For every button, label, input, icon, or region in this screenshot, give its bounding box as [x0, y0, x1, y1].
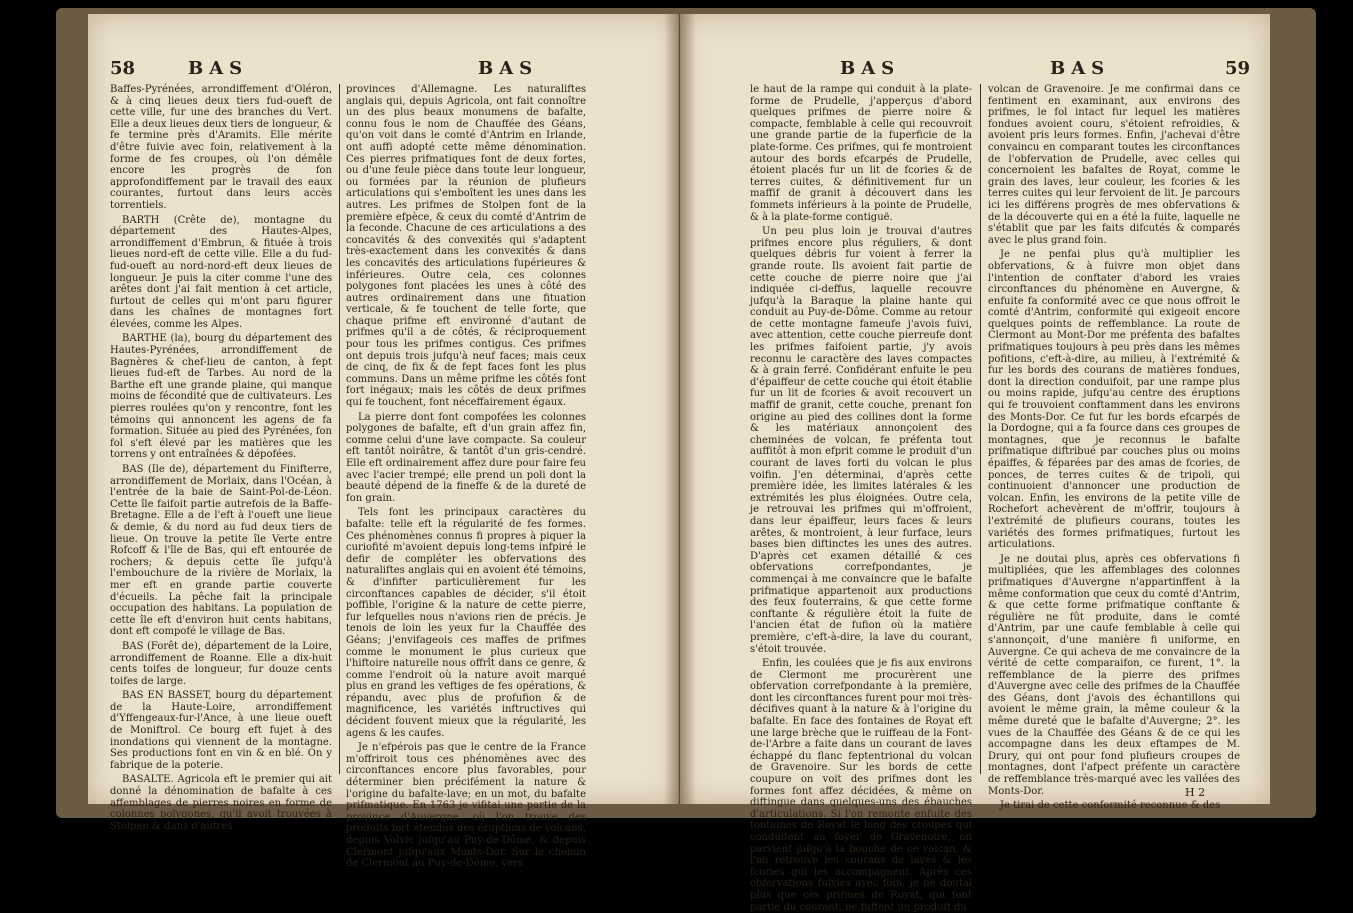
paragraph: Je ne penfai plus qu'à multiplier les obfervations, & à fuivre mon objet dans l'intention de conftater d'abord les vraies circonftances du phénomène en Auvergne, & enfuite fa conformité avec ce que nous offroit le comté d'Antrim, conformité qui exigeoit encore quelques points de reffemblance. La route de Clermont au Mont-Dor me préfenta des bafaltes prifmatiques toujours à peu près dans les mêmes pofitions, c'eft-à-dire, au milieu, à l'extrémité & fur les bords des courans de matières fondues, dont la direction conduifoit, par une rampe plus ou moins rapide, jufqu'au centre des éruptions qui fe trouvoient conftamment dans les environs des Monts-Dor. Ce fut fur les bords efcarpés de la Dordogne, qui a fa fource dans ces groupes de montagnes, que je reconnus le bafalte prifmatique diftribué par couches plus ou moins épaiffes, & féparées par des amas de fcories, de ponces, de terres cuites & de tripoli, qui continuoient d'annoncer une production de volcan. Enfin, les environs de la petite ville de Rochefort achevèrent de m'offrir, toujours à l'extrémité de plufieurs courans, toutes les variétés des formes prifmatiques, furtout les articulations.	[988, 249, 1240, 551]
paragraph: BARTH (Crête de), montagne du département des Hautes-Alpes, arrondiffement d'Embrun, & fituée à trois lieues nord-eft de cette ville. Elle a du fud-fud-oueft au nord-nord-eft deux lieues de longueur. Je puis la citer comme l'une des arêtes dont j'ai fait mention à cet article, furtout de celles qui m'ont paru figurer dans les chaînes de montagnes fort élevées, comme les Alpes.	[110, 214, 332, 330]
paragraph: BARTHE (la), bourg du département des Hautes-Pyrénées, arrondiffement de Bagnères & chef-lieu de canton, à fept lieues fud-eft de Tarbes. Au nord de la Barthe eft une grande plaine, qui manque moins de fécondité que de cultivateurs. Les pierres roulées qu'on y rencontre, font les témoins qui annoncent les agens de fa formation. Située au pied des Pyrénées, fon fol s'eft élevé par les matières que les torrens y ont entraînées & dépofées.	[110, 333, 332, 461]
left-column-1	[110, 84, 332, 832]
paragraph: BAS EN BASSET, bourg du département de la Haute-Loire, arrondiffement d'Yffengeaux-fur-l'Ance, à une lieue oueft de Moniftrol. Ce bourg eft fujet à des inondations qui viennent de la montagne. Ses productions font en vin & en blé. On y fabrique de la poterie.	[110, 690, 332, 771]
paragraph: BAS (Ile de), département du Finifterre, arrondiffement de Morlaix, dans l'Océan, à l'entrée de la baie de Saint-Pol-de-Léon. Cette île faifoit partie autrefois de la Baffe-Bretagne. Elle a de l'eft à l'oueft une lieue & demie, & du nord au fud deux tiers de lieue. On trouve la petite île Verte entre Rofcoff & l'île de Bas, qui eft entourée de rochers; & depuis cette île jufqu'à l'embouchure de la rivière de Morlaix, la mer eft en grande partie couverte d'écueils. La pêche fait la principale occupation des habitans. La population de cette île eft d'environ huit cents habitans, dont eft compofé le village de Bas.	[110, 464, 332, 638]
paragraph: La pierre dont font compofées les colonnes polygones de bafalte, eft d'un grain affez fin, comme celui d'une lave compacte. Sa couleur eft tantôt noirâtre, & tantôt d'un gris-cendré. Elle eft ordinairement affez dure pour faire feu avec l'acier trempé; elle prend un poli dont la beauté dépend de la fineffe & de la dureté de fon grain.	[346, 411, 586, 504]
paragraph: BASALTE. Agricola eft le premier qui ait donné la dénomination de bafalte à ces affemblages de pierres noires en forme de colonnes polygones, qu'il avoit trouvées à Stolpen & dans d'autres	[110, 774, 332, 832]
paragraph: volcan de Gravenoire. Je me confirmai dans ce fentiment en examinant, aux environs des prifmes, le fol intact fur lequel les matières fondues avoient couru, s'étoient refroidies, & avoient pris leurs formes. Enfin, j'achevai d'être convaincu en comparant toutes les circonftances de l'obfervation de Prudelle, avec celles qui concernoient les bafaltes de Royat, comme le grain des laves, leur couleur, les fcories & les terres cuites qui leur fervoient de lit. Je parcours ici les différens progrès de mes obfervations & de la découverte qui en a été la fuite, laquelle ne s'établit que par les faits difcutés & comparés avec le plus grand foin.	[988, 84, 1240, 246]
right-column-1	[750, 84, 972, 913]
column-rule	[339, 84, 340, 774]
right-page	[680, 14, 1270, 913]
column-rule	[980, 84, 981, 774]
signature-mark: H 2	[1185, 786, 1206, 799]
paragraph: Tels font les principaux caractères du bafalte: telle eft la régularité de fes formes. Ces phénomènes connus fi propres à piquer la curiofité m'avoient depuis long-tems infpiré le defir de compléter les obfervations des naturaliftes anglais qui en avoient été témoins, & d'infifter particulièrement fur les circonftances capables de décider, s'il étoit poffible, l'origine & la nature de cette pierre, fur lefquelles nous n'avions rien de précis. Je tenois de loin les yeux fur la Chauffée des Géans; j'envifageois ces maffes de prifmes comme le monument le plus curieux que l'hiftoire naturelle nous offrît dans ce genre, & comme l'endroit où la nature avoit marqué plus en grand les veftiges de fes opérations, & répandu, avec plus de profufion & de magnificence, les variétés inftructives qui décident fouvent mieux que la régularité, les agens & les caufes.	[346, 507, 586, 739]
paragraph: Je ne doutai plus, après ces obfervations fi multipliées, que les affemblages des colonnes prifmatiques d'Auvergne n'appartinffent à la même conformation que ceux du comté d'Antrim, & que cette forme prifmatique conftante & régulière ne fût produite, dans le comté d'Antrim, par une caufe femblable à celle qui s'annonçoit, d'une manière fi uniforme, en Auvergne. Ce qui acheva de me convaincre de la vérité de cette comparaifon, ce furent, 1°. la reffemblance de la pierre des prifmes d'Auvergne avec celle des prifmes de la Chauffée des Géans, dont j'avois des échantillons qui avoient le même grain, la même couleur & la même dureté que le bafalte d'Auvergne; 2°. les vues de la Chauffée des Géans & de ce qui les accompagne dans les deux eftampes de M. Drury, qui ont pour fond plufieurs croupes de montagnes, dont l'afpect préfente un caractère de reffemblance très-marqué avec les vallées des Monts-Dor.	[988, 553, 1240, 797]
paragraph: le haut de la rampe qui conduit à la plate-forme de Prudelle, j'apperçus d'abord quelques prifmes de pierre noire & compacte, femblable à celle qui recouvroit une grande partie de la fuperficie de la plate-forme. Ces prifmes, qui fe montroient autour des bords efcarpés de Prudelle, étoient placés fur un lit de fcories & de terres cuites, & définitivement fur un maffif de granit à découvert dans les fommets inférieurs à la pointe de Prudelle, & à la plate-forme contiguë.	[750, 84, 972, 223]
paragraph: Un peu plus loin je trouvai d'autres prifmes encore plus réguliers, & dont quelques débris fur voient à ferrer la grande route. Ils avoient fait partie de cette couche de pierre noire que j'ai indiquée ci-deffus, laquelle recouvre jufqu'à la Baraque la plaine hante qui conduit au Puy-de-Dôme. Comme au retour de cette montagne fameufe j'avois fuivi, avec attention, cette couche pierreufe dont les prifmes faifoient partie, j'y avois reconnu le caractère des laves compactes & à grain ferré. Confidérant enfuite le peu d'épaiffeur de cette couche qui étoit établie fur un lit de fcories & avoit recouvert un maffif de granit, cette couche, prenant fon origine au pied des collines dont la forme & les matériaux annonçoient des cheminées de volcan, fe préfenta tout auffitôt à mon efprit comme le produit d'un courant de laves forti du volcan le plus voifin. J'en déterminai, d'après cette première idée, les limites latérales & les extrémités les plus éloignées. Outre cela, je retrouvai les prifmes qui m'offroient, dans leur épaiffeur, leurs faces & leurs arêtes, & montroient, à leur furface, leurs bases bien diftinctes les unes des autres. D'après cet examen détaillé & ces obfervations correfpondantes, je commençai à me convaincre que le bafalte prifmatique appartenoit aux productions des feux fouterrains, & que cette forme conftante & régulière étoit la fuite de l'ancien état de fufion où la matière première, c'eft-à-dire, la lave du courant, s'étoit trouvée.	[750, 226, 972, 655]
paragraph: Je tirai de cette conformité reconnue & des	[1000, 800, 1221, 812]
paragraph: Enfin, les coulées que je fis aux environs de Clermont me procurèrent une obfervation correfpondante à la première, dont les circonftances furent pour moi très-décifives quant à la nature & à l'origine du bafalte. En face des fontaines de Royat eft une large brèche que le ruiffeau de la Font-de-l'Arbre a faite dans un courant de laves échappé du flanc feptentrional du volcan de Gravenoire. Sur les bords de cette coupure on voit des prifmes dont les formes font affez décidées, & même on diftingue dans quelques-uns des ébauches d'articulations. Si l'on remonte enfuite des fontaines de Royat le long des croupes qui conduifent au foyer de Gravenoire, on parvient jufqu'à la bouche de ce volcan, & l'on retrouve les courans de laves & les fcories qui les accompagnent. Après ces obfervations fuivies avec foin, je ne doutai plus que ces prifmes de Royat, qui font partie du courant, ne fuffent un produit du	[750, 658, 972, 913]
right-page-number: 59	[1225, 58, 1251, 79]
paragraph: BAS (Forêt de), département de la Loire, arrondiffement de Roanne. Elle a dix-huit cents toifes de longueur, fur douze cents toifes de large.	[110, 640, 332, 687]
left-page-number: 58	[110, 58, 136, 79]
paragraph: Je n'efpérois pas que le centre de la France m'offriroit tous ces phénomènes avec des circonftances encore plus favorables, pour déterminer bien précifément la nature & l'origine du bafalte-lave; en un mot, du bafalte prifmatique. En 1763 je vifitai une partie de la province d'Auvergne, où l'on trouve des produits fort étendus des éruptions de volcans, depuis Volvic jufqu'au Puy-de-Dôme, & depuis Clermont jufqu'aux Monts-Dor. Sur le chemin de Clermont au Puy-de-Dôme, vers	[346, 742, 586, 870]
right-running-head: BAS	[840, 58, 901, 79]
left-page	[88, 14, 679, 870]
right-running-head-2: BAS	[1050, 58, 1111, 79]
paragraph: Baffes-Pyrénées, arrondiffement d'Oléron, & à cinq lieues deux tiers fud-oueft de cette ville, fur une des branches du Vert. Elle a deux lieues deux tiers de longueur, & fe termine près d'Aramits. Elle mérite d'être fuivie avec foin, relativement à la forme de fes croupes, où l'on démêle encore les progrès de fon approfondiffement par le travail des eaux courantes, furtout dans leurs accès torrentiels.	[110, 84, 332, 211]
paragraph: provinces d'Allemagne. Les naturaliftes anglais qui, depuis Agricola, ont fait connoître un des plus beaux monumens de bafalte, connu fous le nom de Chauffée des Géans, qu'on voit dans le comté d'Antrim en Irlande, ont auffi adopté cette même dénomination. Ces pierres prifmatiques font de deux fortes, ou d'une feule pièce dans toute leur longueur, ou formées par la réunion de plufieurs articulations qui s'emboîtent les unes dans les autres. Les prifmes de Stolpen font de la première efpèce, & ceux du comté d'Antrim de la feconde. Chacune de ces articulations a des concavités & des convexités qui s'adaptent très-exactement dans les convexités & dans les concavités des articulations fupérieures & inférieures. Outre cela, ces colonnes polygones font placées les unes à côté des autres ordinairement dans une fituation verticale, & fe touchent de telle forte, que chaque prifme eft environné d'autant de prifmes qu'il a de côtés, & réciproquement pour tous les prifmes contigus. Ces prifmes ont depuis trois jufqu'à neuf faces; mais ceux de cinq, de fix & de fept faces font les plus communs. Dans un même prifme les côtés font fort inégaux; mais les côtés de deux prifmes qui fe touchent, font néceffairement égaux.	[346, 84, 586, 409]
left-running-head: BAS	[188, 58, 249, 79]
left-running-head-2: BAS	[478, 58, 539, 79]
left-column-2	[346, 84, 586, 870]
